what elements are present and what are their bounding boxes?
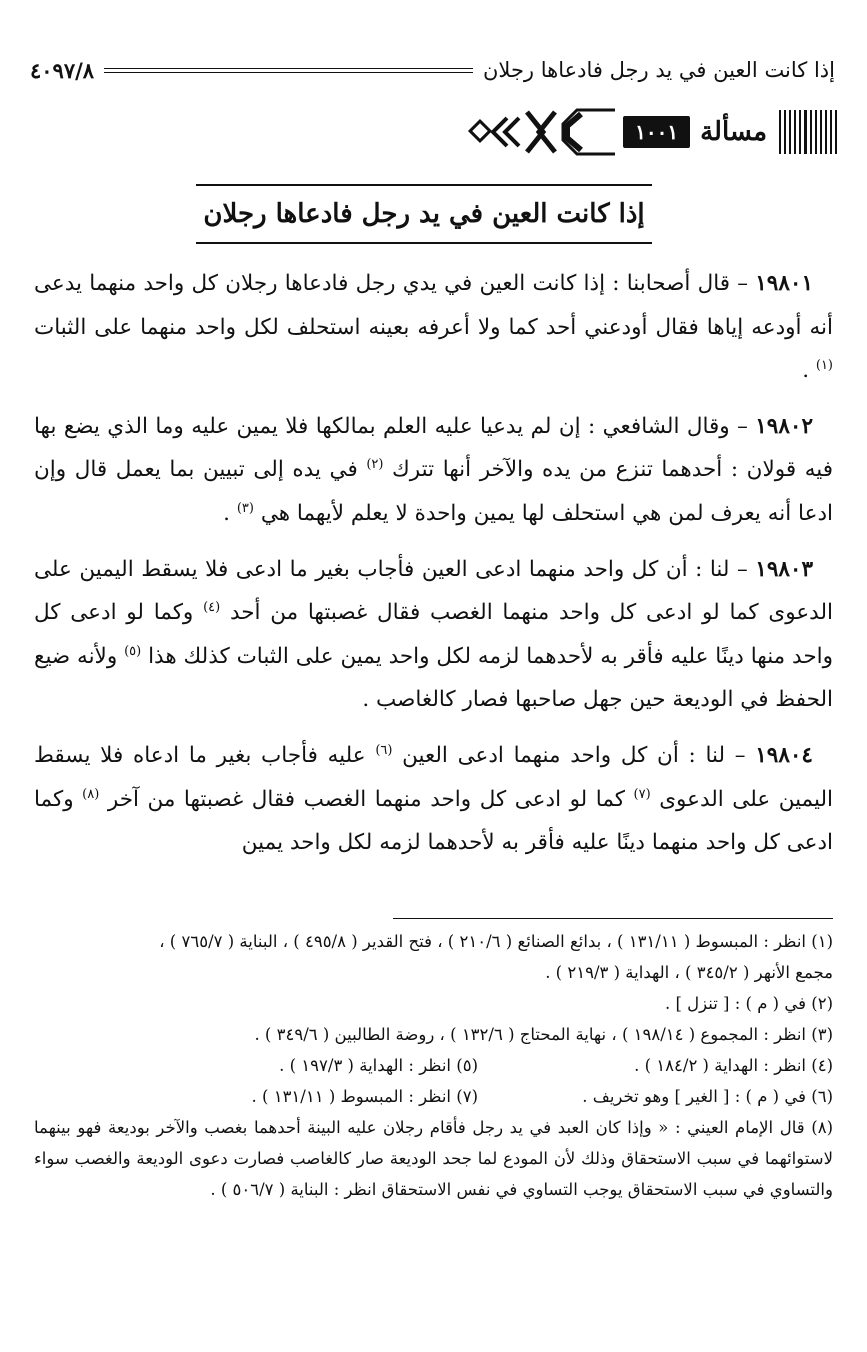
footnote-ref: (٤) [203, 600, 221, 615]
footnote-5: (٥) انظر : الهداية ( ١٩٧/٣ ) . [279, 1056, 478, 1075]
running-header [30, 52, 835, 88]
paragraph-text: وكما ادعى كل واحد منهما دينًا عليه فأقر به لأحدهما لزمه لكل واحد يمين [34, 786, 833, 856]
footnote-ref: (٢) [366, 457, 384, 473]
footnote-ref: (٨) [82, 786, 100, 802]
paragraph-19801 [34, 262, 833, 393]
footnote-4: (٤) انظر : الهداية ( ١٨٤/٢ ) . [634, 1056, 833, 1075]
paragraph-19802 [34, 405, 833, 536]
paragraph-number: ١٩٨٠٣ [755, 556, 814, 582]
paragraph-text: – قال أصحابنا : إذا كانت العين في يدي رجل فادعاها رجلان كل واحد منهما يدعى أنه أودعه إياها فقال أودعني أحد كما ولا أعرفه بعينه استحلف لكل واحد منهما على الثبات [34, 271, 833, 340]
paragraph-text: – وقال الشافعي : إن لم يدعيا عليه العلم بمالكها فلا يمين عليه وما الذي يضع بها فيه قولان : أحدهما تنزع من يده والآخر أنها تترك [34, 413, 833, 483]
paragraph-number: ١٩٨٠٤ [755, 742, 813, 768]
paragraph-text: في يده إلى تبيين بما يعمل قال وإن ادعا أنه يعرف لمن هي استحلف لها يمين واحدة لا يعلم لأيهما هي [34, 457, 833, 526]
masala-banner [317, 104, 837, 160]
paragraph-text: كما لو ادعى كل واحد منهما الغصب فقال غصبتها من آخر [107, 786, 634, 812]
footnote-row-4-5 [34, 1050, 833, 1081]
footnote-6: (٦) في ( م ) : [ الغير ] وهو تخريف . [582, 1087, 833, 1106]
paragraph-text: . [802, 358, 816, 384]
paragraph-19804 [34, 734, 833, 865]
section-title: إذا كانت العين في يد رجل فادعاها رجلان [196, 184, 652, 244]
masala-number-badge: ١٠٠١ [623, 116, 690, 148]
running-header-rule [104, 68, 473, 73]
footnote-ref: (٣) [236, 500, 254, 516]
footnote-8: (٨) قال الإمام العيني : « وإذا كان العبد في يد رجل فأقام رجلان عليه البينة أحدهما بغصب والآخر بوديعة فهو بينهما لاستوائهما في سبب الاستحقاق وذلك لأن المودع لما جحد الوديعة صار كالغاصب فصارت دعوى الوديعة والغصب سواء والتساوي في سبب الاستحقاق يوجب التساوي في نفس الاستحقاق انظر : البناية ( ٥٠٦/٧ ) . [34, 1118, 833, 1199]
paragraph-text: – لنا : أن كل واحد منهما ادعى العين [402, 742, 746, 768]
main-text [34, 262, 833, 877]
footnote-3: (٣) انظر : المجموع ( ١٩٨/١٤ ) ، نهاية المحتاج ( ١٣٢/٦ ) ، روضة الطالبين ( ٣٤٩/٦ ) . [254, 1025, 833, 1044]
footnotes [34, 926, 833, 1205]
paragraph-text: عليه فأجاب بغير ما ادعاه فلا يسقط اليمين على الدعوى [34, 742, 834, 812]
paragraph-number: ١٩٨٠٢ [755, 413, 813, 439]
paragraph-19803 [34, 548, 833, 722]
footnote-1: (١) انظر : المبسوط ( ١٣١/١١ ) ، بدائع الصنائع ( ٢١٠/٦ ) ، فتح القدير ( ٤٩٥/٨ ) ، البناية ( ٧٦٥/٧ ) ، [159, 932, 833, 951]
footnote-ref: (٧) [633, 786, 651, 802]
footnote-ref: (١) [815, 358, 833, 374]
paragraph-text: وكما لو ادعى كل واحد منها دينًا عليه فأقر به لأحدهما لزمه لكل واحد يمين على الثبات كذلك هذا [34, 600, 833, 669]
footnote-ref: (٥) [124, 643, 142, 659]
paragraph-number: ١٩٨٠١ [755, 271, 813, 296]
footnote-separator [393, 918, 833, 919]
footnote-1-continued: مجمع الأنهر ( ٣٤٥/٢ ) ، الهداية ( ٢١٩/٣ ) . [545, 963, 833, 982]
running-header-title: إذا كانت العين في يد رجل فادعاها رجلان [483, 58, 835, 82]
paragraph-text: ولأنه ضيع الحفظ في الوديعة حين جهل صاحبها فصار كالغاصب . [34, 643, 833, 713]
paragraph-text: – لنا : أن كل واحد منهما ادعى العين فأجاب بغير ما ادعى فلا يسقط اليمين على الدعوى كما لو ادعى كل واحد منهما الغصب فقال غصبتها من أحد [34, 556, 833, 626]
paragraph-text: . [223, 500, 237, 526]
masala-label: مسألة [700, 117, 767, 147]
running-header-page-ref: ٤٠٩٧/٨ [30, 57, 95, 83]
geometric-ornament-icon [467, 104, 617, 160]
footnote-7: (٧) انظر : المبسوط ( ١٣١/١١ ) . [251, 1087, 478, 1106]
footnote-2: (٢) في ( م ) : [ تنزل ] . [664, 994, 833, 1013]
barcode-ornament-icon [779, 110, 837, 154]
footnote-row-6-7 [34, 1081, 833, 1112]
footnote-ref: (٦) [375, 742, 393, 758]
